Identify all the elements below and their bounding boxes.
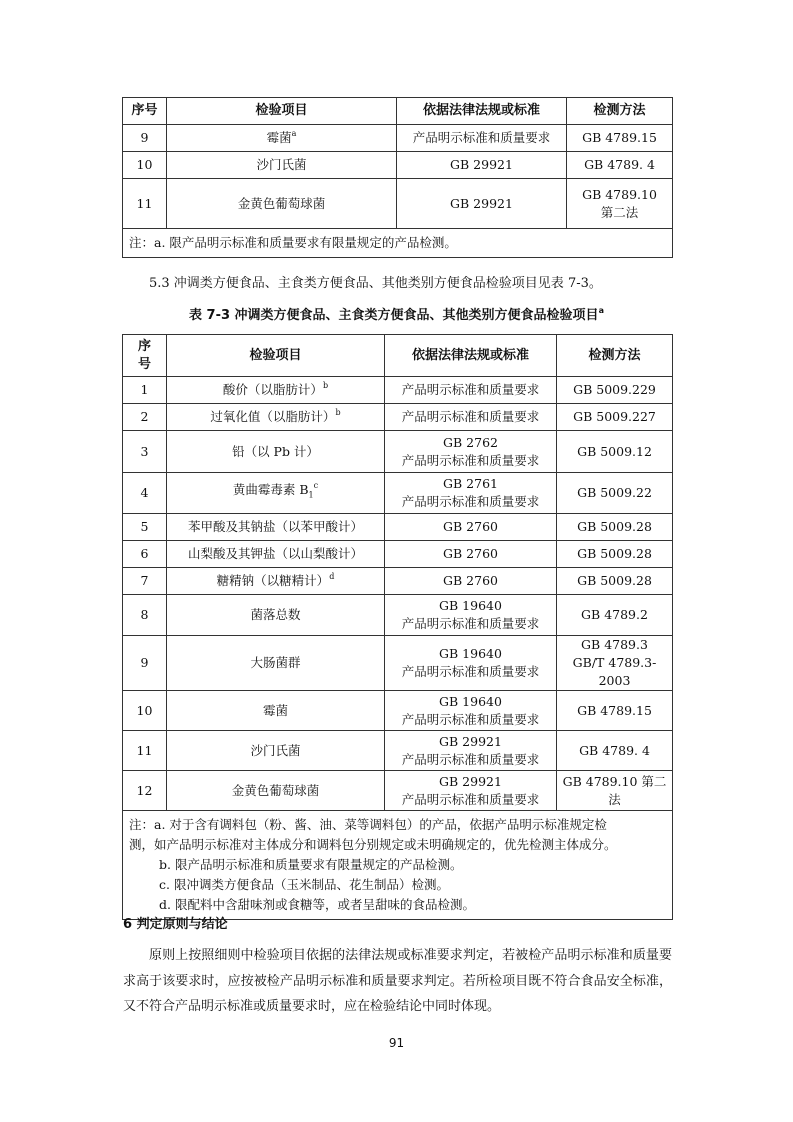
cell-basis: GB 19640 产品明示标准和质量要求 xyxy=(385,691,557,731)
header-basis: 依据法律法规或标准 xyxy=(385,335,557,377)
cell-item: 山梨酸及其钾盐（以山梨酸计） xyxy=(167,541,385,568)
table-header-row xyxy=(123,335,673,377)
cell-item: 苯甲酸及其钠盐（以苯甲酸计） xyxy=(167,514,385,541)
table-row xyxy=(123,514,673,541)
cell-no: 3 xyxy=(123,431,167,473)
cell-method: GB 4789.15 xyxy=(557,691,673,731)
header-item: 检验项目 xyxy=(167,335,385,377)
cell-item: 酸价（以脂肪计）$^b$ xyxy=(167,377,385,404)
footnote-marker: a xyxy=(291,129,297,138)
header-method: 检测方法 xyxy=(557,335,673,377)
cell-method: GB 5009.22 xyxy=(557,473,673,514)
table-row xyxy=(123,404,673,431)
table-row xyxy=(123,179,673,229)
cell-basis: GB 29921 xyxy=(397,152,567,179)
cell-no: 11 xyxy=(123,179,167,229)
table-note: 注：a. 限产品明示标准和质量要求有限量规定的产品检测。 xyxy=(123,229,673,258)
cell-item: 金黄色葡萄球菌 xyxy=(167,179,397,229)
note-line: d. 限配料中含甜味剂或食糖等，或者呈甜味的食品检测。 xyxy=(159,897,475,912)
table-row xyxy=(123,771,673,811)
table-row xyxy=(123,568,673,595)
cell-method: GB 5009.28 xyxy=(557,514,673,541)
cell-item: 大肠菌群 xyxy=(167,636,385,691)
cell-no: 5 xyxy=(123,514,167,541)
cell-item: 金黄色葡萄球菌 xyxy=(167,771,385,811)
cell-basis: GB 2762 产品明示标准和质量要求 xyxy=(385,431,557,473)
cell-no: 1 xyxy=(123,377,167,404)
cell-basis: GB 2760 xyxy=(385,514,557,541)
table-7-3 xyxy=(122,334,673,920)
cell-item: 菌落总数 xyxy=(167,595,385,636)
cell-method: GB 4789.2 xyxy=(557,595,673,636)
cell-basis: GB 19640 产品明示标准和质量要求 xyxy=(385,636,557,691)
cell-item: 霉菌$^a$ xyxy=(167,125,397,152)
header-no: 序号 xyxy=(123,98,167,125)
cell-method: GB 5009.28 xyxy=(557,541,673,568)
cell-item: 沙门氏菌 xyxy=(167,731,385,771)
cell-method: GB 4789.15 xyxy=(567,125,673,152)
table-row xyxy=(123,125,673,152)
cell-method: GB 5009.227 xyxy=(557,404,673,431)
cell-item: 黄曲霉毒素 $B_1^c$ xyxy=(167,473,385,514)
cell-basis: GB 29921 产品明示标准和质量要求 xyxy=(385,731,557,771)
cell-no: 9 xyxy=(123,636,167,691)
cell-item: 糖精钠（以糖精计）$^d$ xyxy=(167,568,385,595)
cell-no: 7 xyxy=(123,568,167,595)
table-row xyxy=(123,431,673,473)
cell-no: 9 xyxy=(123,125,167,152)
cell-method: GB 4789.3 GB/T 4789.3-2003 xyxy=(557,636,673,691)
table-row xyxy=(123,636,673,691)
cell-item: 铅（以 Pb 计） xyxy=(167,431,385,473)
note-line: c. 限冲调类方便食品（玉米制品、花生制品）检测。 xyxy=(159,877,449,892)
section-body: 原则上按照细则中检验项目依据的法律法规或标准要求判定，若被检产品明示标准和质量要求高于该要求时，应按被检产品明示标准和质量要求判定。若所检项目既不符合食品安全标准，又不符合产品明示标准或质量要求时，应在检验结论中同时体现。 xyxy=(123,948,672,1014)
cell-item: 过氧化值（以脂肪计）$^b$ xyxy=(167,404,385,431)
cell-basis: GB 29921 xyxy=(397,179,567,229)
table-row xyxy=(123,473,673,514)
paragraph-5-3: 5.3 冲调类方便食品、主食类方便食品、其他类别方便食品检验项目见表 7-3。 xyxy=(149,276,602,291)
cell-method: GB 5009.229 xyxy=(557,377,673,404)
cell-basis: GB 29921 产品明示标准和质量要求 xyxy=(385,771,557,811)
header-no: 序 号 xyxy=(123,335,167,377)
cell-item: 沙门氏菌 xyxy=(167,152,397,179)
table-header-row xyxy=(123,98,673,125)
cell-no: 10 xyxy=(123,152,167,179)
cell-method: GB 5009.12 xyxy=(557,431,673,473)
cell-basis: GB 2760 xyxy=(385,541,557,568)
cell-no: 8 xyxy=(123,595,167,636)
cell-no: 2 xyxy=(123,404,167,431)
table-title: 表 7-3 冲调类方便食品、主食类方便食品、其他类别方便食品检验项目$^a$ xyxy=(189,306,604,323)
header-item: 检验项目 xyxy=(167,98,397,125)
table-note-row xyxy=(123,811,673,920)
cell-no: 11 xyxy=(123,731,167,771)
table-notes xyxy=(123,811,673,920)
table-note-row xyxy=(123,229,673,258)
cell-method: GB 4789. 4 xyxy=(567,152,673,179)
cell-basis: GB 2761 产品明示标准和质量要求 xyxy=(385,473,557,514)
cell-method: GB 4789.10 第二 法 xyxy=(557,771,673,811)
cell-method: GB 5009.28 xyxy=(557,568,673,595)
note-line: 注：a. 对于含有调料包（粉、酱、油、菜等调料包）的产品，依据产品明示标准规定检 xyxy=(129,817,607,832)
cell-no: 6 xyxy=(123,541,167,568)
cell-basis: 产品明示标准和质量要求 xyxy=(385,377,557,404)
cell-method: GB 4789. 4 xyxy=(557,731,673,771)
header-basis: 依据法律法规或标准 xyxy=(397,98,567,125)
table-row xyxy=(123,691,673,731)
cell-no: 12 xyxy=(123,771,167,811)
cell-basis: GB 2760 xyxy=(385,568,557,595)
table-continuation xyxy=(122,97,673,258)
cell-basis: 产品明示标准和质量要求 xyxy=(385,404,557,431)
cell-basis: 产品明示标准和质量要求 xyxy=(397,125,567,152)
table-row xyxy=(123,377,673,404)
table-row xyxy=(123,541,673,568)
page-number: 91 xyxy=(388,1036,405,1050)
note-line: b. 限产品明示标准和质量要求有限量规定的产品检测。 xyxy=(159,857,463,872)
cell-method: GB 4789.10 第二法 xyxy=(567,179,673,229)
cell-no: 4 xyxy=(123,473,167,514)
section-heading: 6 判定原则与结论 xyxy=(123,917,228,932)
table-row xyxy=(123,152,673,179)
header-method: 检测方法 xyxy=(567,98,673,125)
cell-basis: GB 19640 产品明示标准和质量要求 xyxy=(385,595,557,636)
cell-item: 霉菌 xyxy=(167,691,385,731)
table-row xyxy=(123,731,673,771)
cell-no: 10 xyxy=(123,691,167,731)
note-line: 测，如产品明示标准对主体成分和调料包分别规定或未明确规定的，优先检测主体成分。 xyxy=(129,837,617,852)
table-row xyxy=(123,595,673,636)
